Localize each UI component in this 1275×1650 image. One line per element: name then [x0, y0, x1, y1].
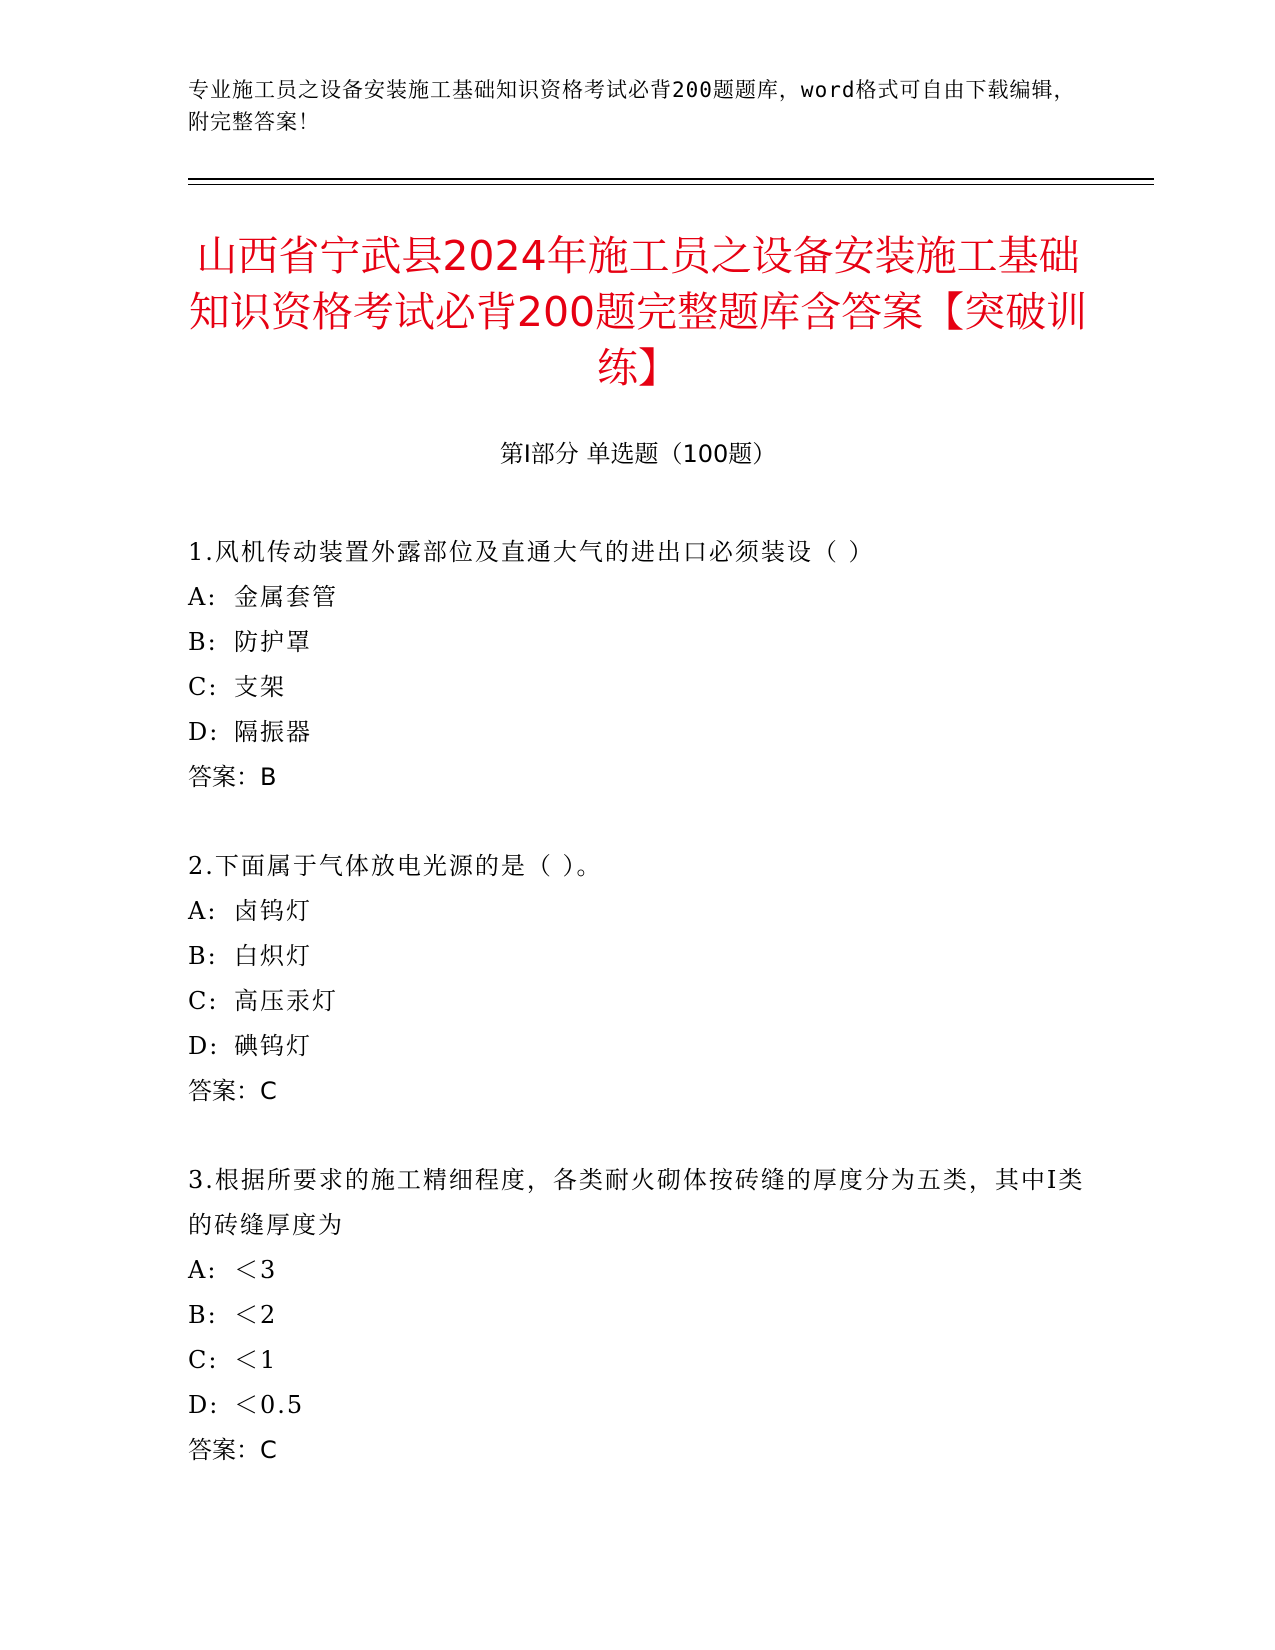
option-text: ＜0.5 [234, 1391, 305, 1419]
option-c [188, 1338, 1088, 1383]
option-letter: A: [188, 897, 218, 925]
answer-line: 答案：C [188, 1077, 277, 1105]
option-letter: D: [188, 1032, 220, 1060]
option-text: 碘钨灯 [234, 1032, 312, 1060]
option-letter: A: [188, 583, 218, 611]
option-b [188, 620, 1088, 665]
option-letter: D: [188, 1391, 220, 1419]
section-title: 第Ⅰ部分 单选题（100题） [499, 440, 777, 468]
option-text: 白炽灯 [234, 942, 312, 970]
option-text: 防护罩 [234, 628, 312, 656]
question-stem: 2.下面属于气体放电光源的是（ ）。 [188, 852, 603, 880]
option-b [188, 934, 1088, 979]
question-stem: 3.根据所要求的施工精细程度，各类耐火砌体按砖缝的厚度分为五类，其中Ⅰ类的砖缝厚度为 [188, 1166, 1085, 1239]
answer-line: 答案：B [188, 763, 277, 791]
question-list [188, 530, 1088, 1517]
option-text: 支架 [234, 673, 286, 701]
option-d [188, 1024, 1088, 1069]
option-a [188, 889, 1088, 934]
option-a [188, 1248, 1088, 1293]
option-a [188, 575, 1088, 620]
option-text: 金属套管 [234, 583, 338, 611]
option-letter: B: [188, 942, 218, 970]
option-text: ＜3 [234, 1256, 278, 1284]
option-d [188, 1383, 1088, 1428]
question-item [188, 1158, 1088, 1473]
option-text: ＜2 [234, 1301, 278, 1329]
option-text: 卤钨灯 [234, 897, 312, 925]
option-c [188, 979, 1088, 1024]
header-note: 专业施工员之设备安装施工基础知识资格考试必背200题题库，word格式可自由下载编辑，附完整答案！ [188, 78, 1076, 134]
document-title: 山西省宁武县2024年施工员之设备安装施工基础知识资格考试必背200题完整题库含答案【突破训练】 [188, 232, 1088, 392]
option-text: 高压汞灯 [234, 987, 338, 1015]
option-letter: B: [188, 1301, 218, 1329]
question-stem: 1.风机传动装置外露部位及直通大气的进出口必须装设（ ） [188, 538, 875, 566]
option-d [188, 710, 1088, 755]
option-letter: A: [188, 1256, 218, 1284]
option-letter: C: [188, 673, 219, 701]
question-item [188, 530, 1088, 800]
question-item [188, 844, 1088, 1114]
header-rule-thick [188, 178, 1154, 180]
option-letter: C: [188, 1346, 219, 1374]
option-letter: B: [188, 628, 218, 656]
option-text: 隔振器 [234, 718, 312, 746]
option-b [188, 1293, 1088, 1338]
option-letter: D: [188, 718, 220, 746]
option-c [188, 665, 1088, 710]
option-letter: C: [188, 987, 219, 1015]
option-text: ＜1 [234, 1346, 278, 1374]
header-rule-thin [188, 184, 1154, 185]
answer-line: 答案：C [188, 1436, 277, 1464]
